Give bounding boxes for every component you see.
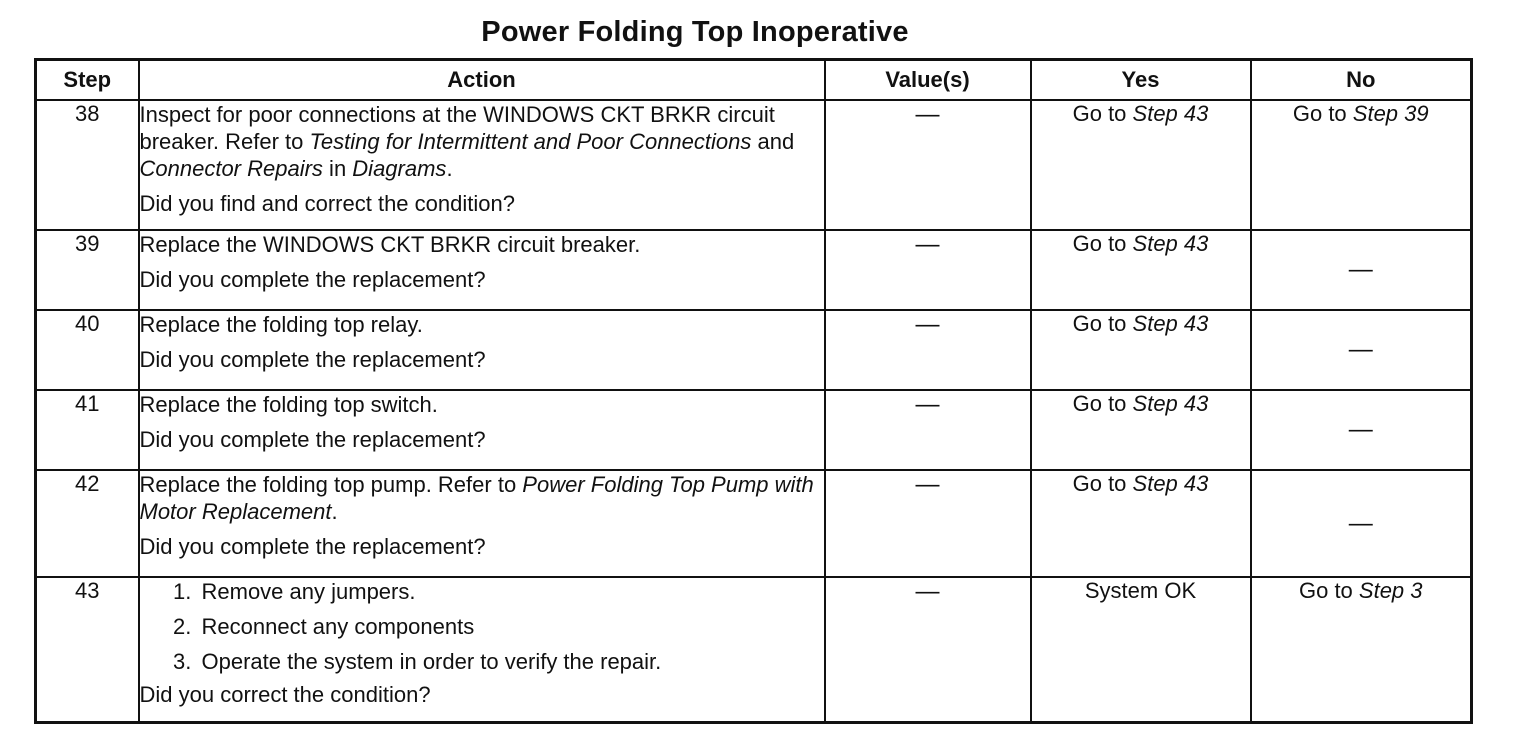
no-cell: —	[1251, 230, 1472, 310]
list-item: 3. Operate the system in order to verify the repair.	[198, 648, 824, 675]
step-reference: Step 3	[1358, 578, 1423, 603]
list-item: 2. Reconnect any components	[198, 613, 824, 640]
reference-link: Connector Repairs	[139, 156, 323, 181]
table-row	[36, 310, 1472, 390]
header-action: Action	[139, 60, 825, 101]
header-step: Step	[36, 60, 139, 101]
action-cell	[139, 100, 825, 230]
reference-link: Diagrams	[352, 156, 447, 181]
action-question: Did you complete the replacement?	[139, 427, 486, 452]
value-cell: —	[825, 100, 1031, 230]
action-text: Replace the folding top pump. Refer to Power Folding Top Pump with Motor Replacement.	[139, 472, 814, 524]
step-number: 41	[36, 390, 139, 470]
value-cell: —	[825, 310, 1031, 390]
table-row	[36, 390, 1472, 470]
action-text: Replace the folding top switch.	[139, 392, 438, 417]
yes-cell: Go to Step 43	[1031, 310, 1251, 390]
action-cell	[139, 390, 825, 470]
action-question: Did you complete the replacement?	[139, 534, 486, 559]
table-row	[36, 230, 1472, 310]
reference-link: Testing for Intermittent and Poor Connections	[309, 129, 752, 154]
action-question: Did you correct the condition?	[139, 682, 431, 707]
step-number: 42	[36, 470, 139, 577]
value-cell: —	[825, 470, 1031, 577]
action-text: Replace the folding top relay.	[139, 312, 423, 337]
yes-cell: Go to Step 43	[1031, 100, 1251, 230]
no-cell: Go to Step 39	[1251, 100, 1472, 230]
action-question: Did you complete the replacement?	[139, 347, 486, 372]
table-row	[36, 577, 1472, 722]
no-cell: Go to Step 3	[1251, 577, 1472, 722]
yes-cell: Go to Step 43	[1031, 390, 1251, 470]
procedure-table	[34, 58, 1473, 724]
step-reference: Step 43	[1132, 101, 1209, 126]
yes-cell: Go to Step 43	[1031, 470, 1251, 577]
header-yes: Yes	[1031, 60, 1251, 101]
table-row	[36, 470, 1472, 577]
step-number: 40	[36, 310, 139, 390]
header-values: Value(s)	[825, 60, 1031, 101]
action-question: Did you find and correct the condition?	[139, 191, 515, 216]
header-row	[36, 60, 1472, 101]
value-cell: —	[825, 577, 1031, 722]
step-reference: Step 43	[1132, 391, 1209, 416]
step-reference: Step 43	[1132, 471, 1209, 496]
yes-cell: Go to Step 43	[1031, 230, 1251, 310]
no-cell: —	[1251, 310, 1472, 390]
table-row	[36, 100, 1472, 230]
yes-cell: System OK	[1031, 577, 1251, 722]
action-cell	[139, 470, 825, 577]
reference-link: Power Folding Top Pump with Motor Replacement	[139, 472, 814, 524]
action-cell	[139, 310, 825, 390]
step-reference: Step 39	[1352, 101, 1429, 126]
value-cell: —	[825, 230, 1031, 310]
no-cell: —	[1251, 470, 1472, 577]
header-no: No	[1251, 60, 1472, 101]
value-cell: —	[825, 390, 1031, 470]
action-steps-list	[140, 578, 824, 675]
list-item: 1. Remove any jumpers.	[198, 578, 824, 605]
action-text: Replace the WINDOWS CKT BRKR circuit breaker.	[139, 232, 641, 257]
page-title: Power Folding Top Inoperative	[481, 16, 909, 48]
action-cell	[139, 577, 825, 722]
step-number: 43	[36, 577, 139, 722]
step-number: 39	[36, 230, 139, 310]
action-text: Inspect for poor connections at the WINDOWS CKT BRKR circuit breaker. Refer to Testing for Intermittent and Poor Connections and Connector Repairs in Diagrams.	[139, 102, 795, 181]
step-number: 38	[36, 100, 139, 230]
action-cell	[139, 230, 825, 310]
step-reference: Step 43	[1132, 311, 1209, 336]
step-reference: Step 43	[1132, 231, 1209, 256]
action-question: Did you complete the replacement?	[139, 267, 486, 292]
no-cell: —	[1251, 390, 1472, 470]
